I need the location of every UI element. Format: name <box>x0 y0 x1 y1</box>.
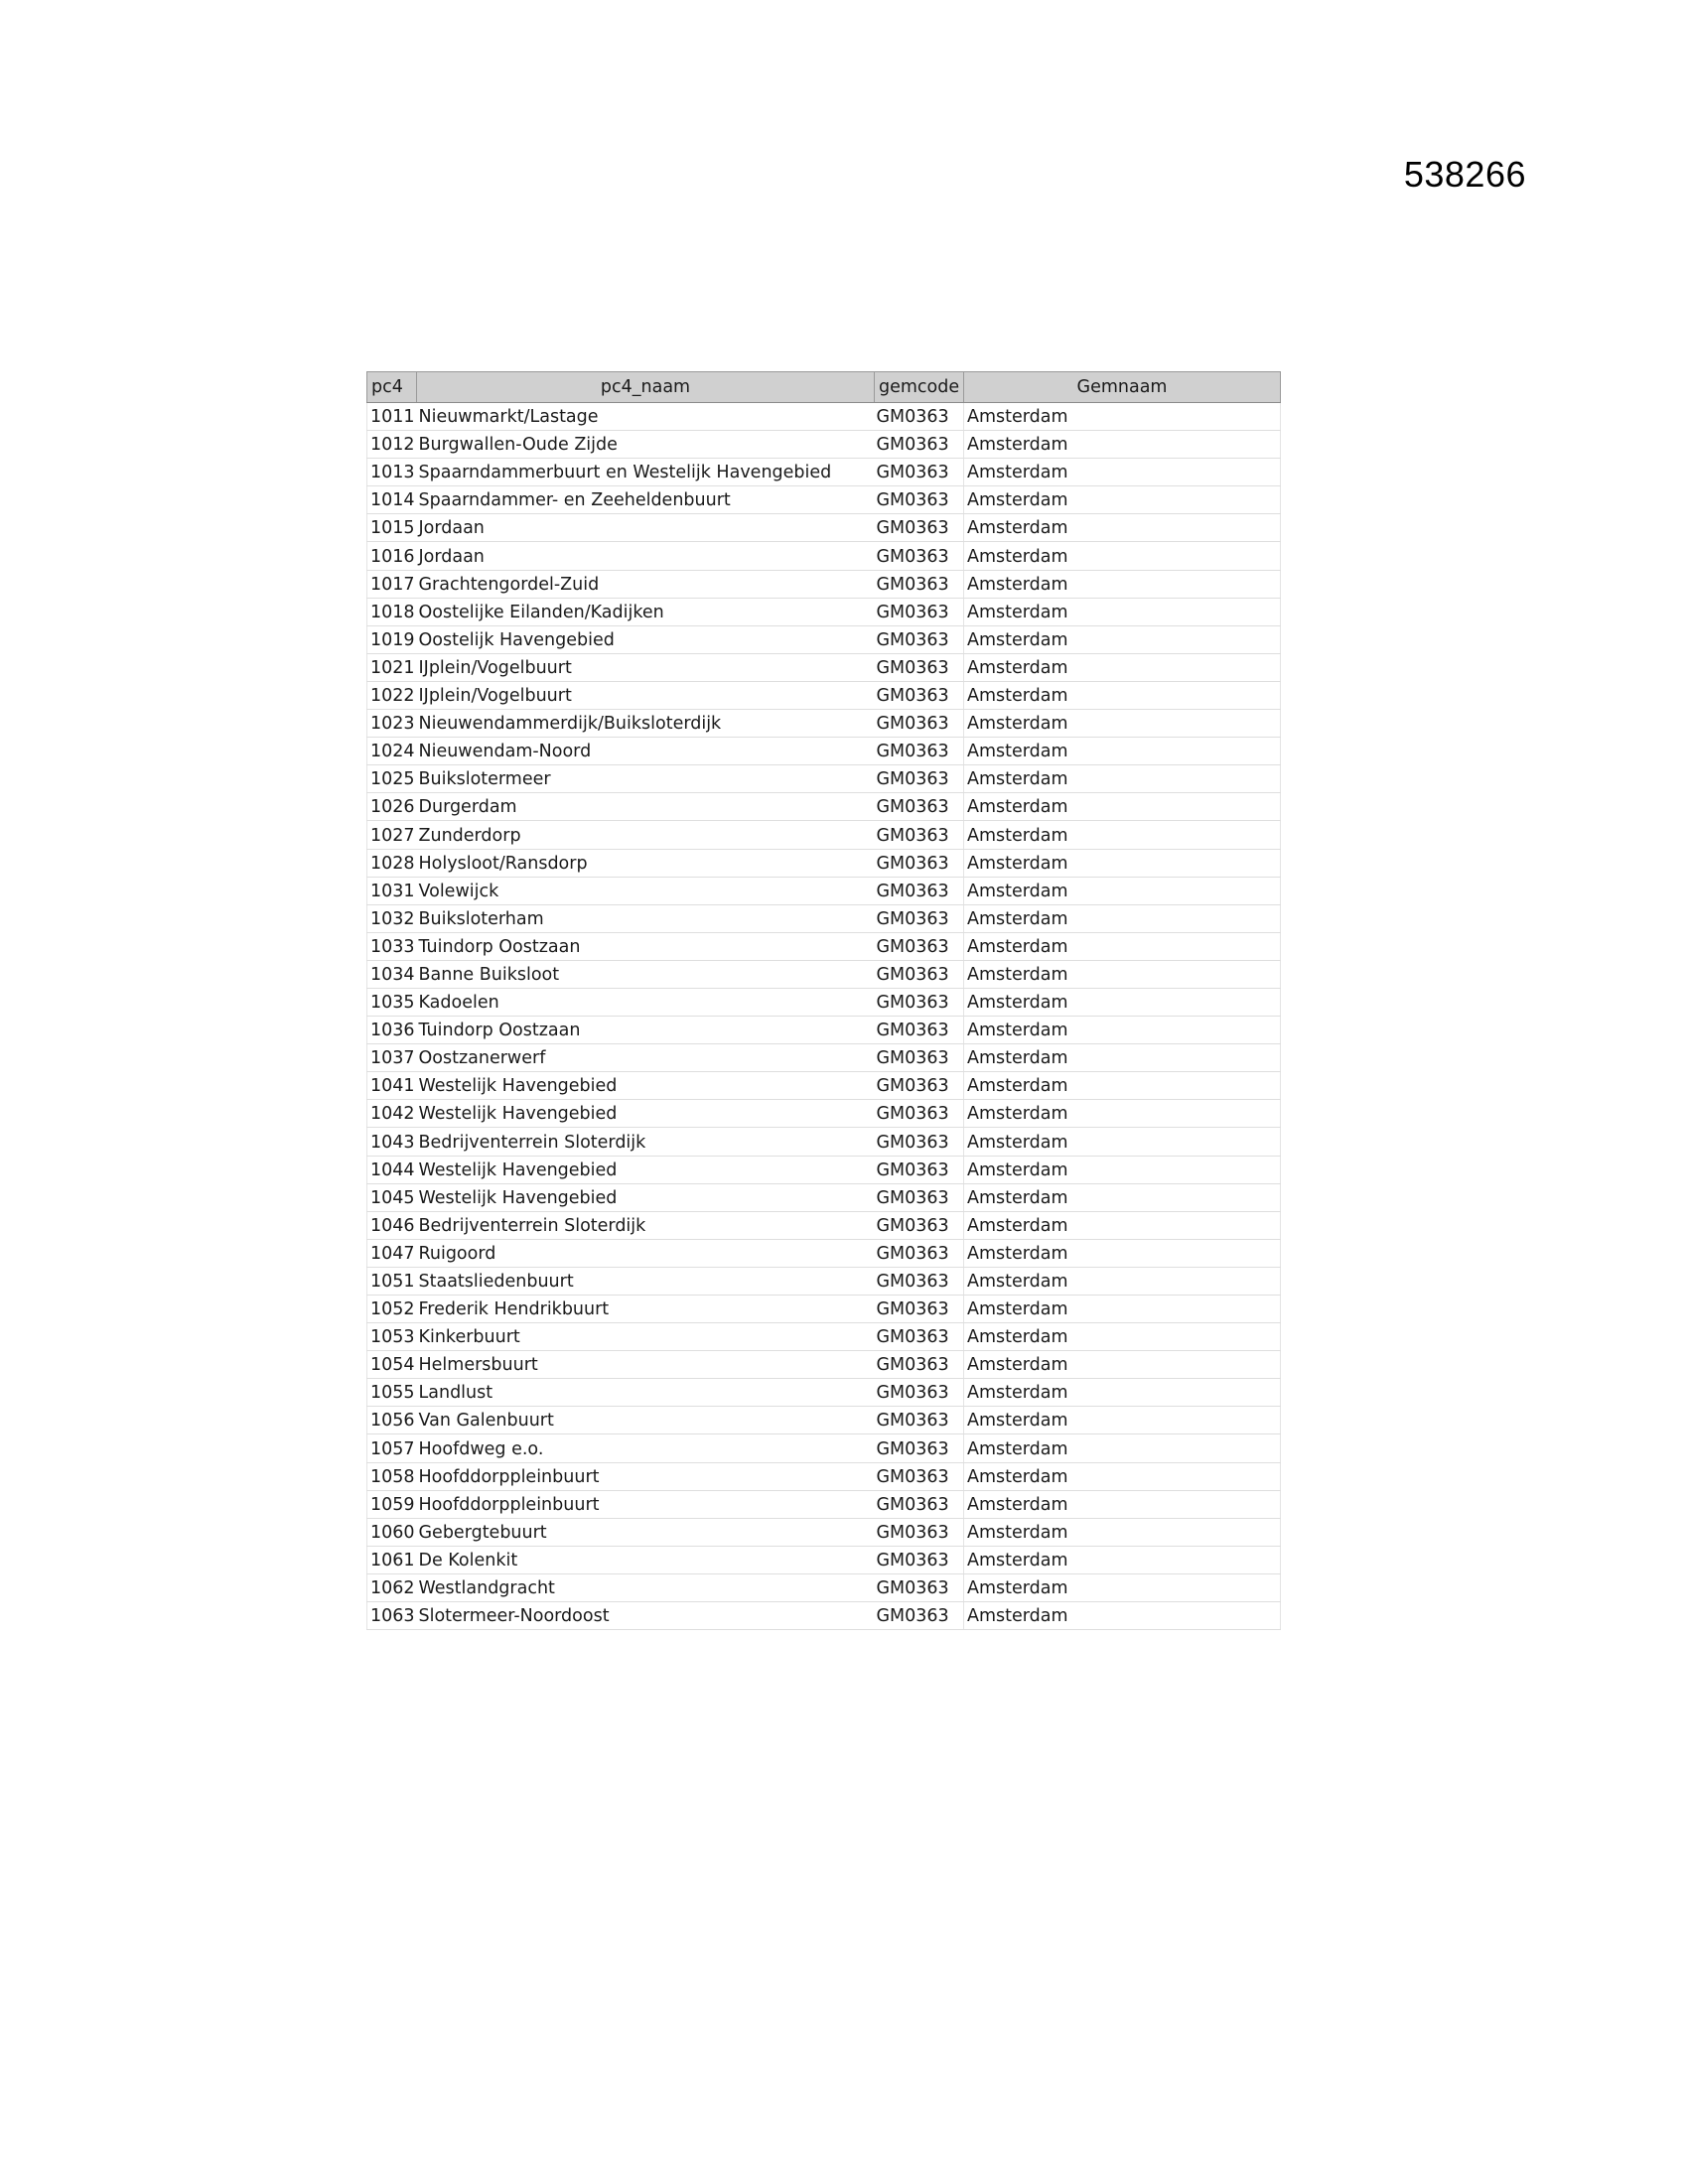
table-row <box>367 653 1281 681</box>
page-number: 538266 <box>1403 154 1526 195</box>
cell-pc4-naam: Gebergtebuurt <box>417 1518 875 1546</box>
cell-pc4: 1033 <box>367 932 417 960</box>
cell-pc4: 1025 <box>367 765 417 793</box>
table-row <box>367 1602 1281 1630</box>
cell-pc4: 1019 <box>367 625 417 653</box>
cell-pc4: 1022 <box>367 681 417 709</box>
table-row <box>367 459 1281 486</box>
cell-pc4: 1047 <box>367 1239 417 1267</box>
table-row <box>367 1323 1281 1351</box>
cell-pc4-naam: De Kolenkit <box>417 1546 875 1573</box>
cell-pc4-naam: Staatsliedenbuurt <box>417 1267 875 1295</box>
cell-gemcode: GM0363 <box>875 681 964 709</box>
table-row <box>367 570 1281 598</box>
cell-pc4: 1035 <box>367 988 417 1016</box>
cell-pc4-naam: Spaarndammerbuurt en Westelijk Havengebied <box>417 459 875 486</box>
cell-pc4: 1046 <box>367 1211 417 1239</box>
cell-gemcode: GM0363 <box>875 570 964 598</box>
cell-gemnaam: Amsterdam <box>964 932 1281 960</box>
table-row <box>367 710 1281 738</box>
cell-pc4-naam: Westelijk Havengebied <box>417 1183 875 1211</box>
cell-gemnaam: Amsterdam <box>964 1267 1281 1295</box>
cell-pc4-naam: Nieuwendammerdijk/Buiksloterdijk <box>417 710 875 738</box>
cell-gemcode: GM0363 <box>875 1017 964 1044</box>
cell-pc4: 1043 <box>367 1128 417 1156</box>
cell-pc4: 1023 <box>367 710 417 738</box>
cell-gemcode: GM0363 <box>875 1072 964 1100</box>
table-row <box>367 877 1281 904</box>
cell-gemcode: GM0363 <box>875 988 964 1016</box>
cell-pc4: 1054 <box>367 1351 417 1379</box>
cell-pc4-naam: Helmersbuurt <box>417 1351 875 1379</box>
cell-gemnaam: Amsterdam <box>964 1239 1281 1267</box>
cell-gemnaam: Amsterdam <box>964 1044 1281 1072</box>
cell-pc4-naam: Oostelijk Havengebied <box>417 625 875 653</box>
cell-gemcode: GM0363 <box>875 625 964 653</box>
cell-pc4-naam: Westelijk Havengebied <box>417 1072 875 1100</box>
cell-gemcode: GM0363 <box>875 1462 964 1490</box>
cell-gemnaam: Amsterdam <box>964 1573 1281 1601</box>
cell-gemcode: GM0363 <box>875 1407 964 1434</box>
cell-pc4-naam: Westelijk Havengebied <box>417 1100 875 1128</box>
cell-gemcode: GM0363 <box>875 1434 964 1462</box>
cell-pc4: 1061 <box>367 1546 417 1573</box>
table-row <box>367 514 1281 542</box>
cell-gemcode: GM0363 <box>875 1379 964 1407</box>
cell-gemcode: GM0363 <box>875 1128 964 1156</box>
cell-gemcode: GM0363 <box>875 710 964 738</box>
cell-gemcode: GM0363 <box>875 1490 964 1518</box>
cell-gemcode: GM0363 <box>875 1100 964 1128</box>
cell-gemcode: GM0363 <box>875 1156 964 1183</box>
cell-pc4: 1055 <box>367 1379 417 1407</box>
cell-pc4: 1059 <box>367 1490 417 1518</box>
cell-gemnaam: Amsterdam <box>964 1462 1281 1490</box>
cell-pc4-naam: Landlust <box>417 1379 875 1407</box>
cell-gemcode: GM0363 <box>875 1267 964 1295</box>
cell-gemnaam: Amsterdam <box>964 1490 1281 1518</box>
table-row <box>367 1490 1281 1518</box>
cell-gemcode: GM0363 <box>875 1602 964 1630</box>
cell-gemcode: GM0363 <box>875 431 964 459</box>
cell-gemnaam: Amsterdam <box>964 1379 1281 1407</box>
table-row <box>367 1211 1281 1239</box>
table-row <box>367 598 1281 625</box>
cell-gemcode: GM0363 <box>875 1518 964 1546</box>
cell-pc4-naam: Ruigoord <box>417 1239 875 1267</box>
cell-pc4-naam: Westlandgracht <box>417 1573 875 1601</box>
cell-gemcode: GM0363 <box>875 738 964 765</box>
cell-gemcode: GM0363 <box>875 1296 964 1323</box>
cell-gemnaam: Amsterdam <box>964 1128 1281 1156</box>
table-row <box>367 542 1281 570</box>
cell-pc4: 1045 <box>367 1183 417 1211</box>
column-header-gemcode: gemcode <box>875 372 964 403</box>
cell-pc4-naam: Zunderdorp <box>417 821 875 849</box>
cell-gemnaam: Amsterdam <box>964 514 1281 542</box>
cell-gemnaam: Amsterdam <box>964 1546 1281 1573</box>
cell-gemnaam: Amsterdam <box>964 625 1281 653</box>
cell-pc4: 1028 <box>367 849 417 877</box>
cell-gemcode: GM0363 <box>875 960 964 988</box>
cell-gemnaam: Amsterdam <box>964 486 1281 514</box>
table-row <box>367 1518 1281 1546</box>
cell-pc4-naam: Kinkerbuurt <box>417 1323 875 1351</box>
table-row <box>367 849 1281 877</box>
cell-pc4-naam: Tuindorp Oostzaan <box>417 1017 875 1044</box>
cell-gemcode: GM0363 <box>875 877 964 904</box>
cell-pc4-naam: Volewijck <box>417 877 875 904</box>
cell-pc4-naam: Durgerdam <box>417 793 875 821</box>
cell-gemnaam: Amsterdam <box>964 821 1281 849</box>
table-row <box>367 681 1281 709</box>
cell-pc4: 1037 <box>367 1044 417 1072</box>
cell-gemcode: GM0363 <box>875 1351 964 1379</box>
cell-gemnaam: Amsterdam <box>964 459 1281 486</box>
cell-pc4: 1016 <box>367 542 417 570</box>
cell-pc4: 1013 <box>367 459 417 486</box>
table-row <box>367 1407 1281 1434</box>
cell-gemcode: GM0363 <box>875 542 964 570</box>
cell-gemnaam: Amsterdam <box>964 1602 1281 1630</box>
table-row <box>367 821 1281 849</box>
cell-pc4-naam: Banne Buiksloot <box>417 960 875 988</box>
cell-pc4-naam: Hoofddorppleinbuurt <box>417 1490 875 1518</box>
table-row <box>367 904 1281 932</box>
table-row <box>367 1100 1281 1128</box>
cell-gemnaam: Amsterdam <box>964 1323 1281 1351</box>
cell-gemnaam: Amsterdam <box>964 1156 1281 1183</box>
column-header-pc4: pc4 <box>367 372 417 403</box>
cell-pc4-naam: Buiksloterham <box>417 904 875 932</box>
table-row <box>367 1183 1281 1211</box>
table-row <box>367 1044 1281 1072</box>
cell-gemnaam: Amsterdam <box>964 1183 1281 1211</box>
cell-gemnaam: Amsterdam <box>964 904 1281 932</box>
cell-pc4-naam: Burgwallen-Oude Zijde <box>417 431 875 459</box>
cell-pc4-naam: Holysloot/Ransdorp <box>417 849 875 877</box>
cell-pc4: 1024 <box>367 738 417 765</box>
cell-gemnaam: Amsterdam <box>964 1100 1281 1128</box>
cell-gemcode: GM0363 <box>875 653 964 681</box>
cell-pc4-naam: Tuindorp Oostzaan <box>417 932 875 960</box>
cell-gemcode: GM0363 <box>875 849 964 877</box>
cell-pc4: 1021 <box>367 653 417 681</box>
cell-pc4: 1015 <box>367 514 417 542</box>
cell-pc4-naam: Jordaan <box>417 542 875 570</box>
cell-pc4-naam: Nieuwendam-Noord <box>417 738 875 765</box>
cell-gemnaam: Amsterdam <box>964 542 1281 570</box>
cell-gemcode: GM0363 <box>875 1323 964 1351</box>
cell-pc4-naam: Bedrijventerrein Sloterdijk <box>417 1211 875 1239</box>
cell-gemnaam: Amsterdam <box>964 681 1281 709</box>
cell-pc4: 1063 <box>367 1602 417 1630</box>
table-row <box>367 1239 1281 1267</box>
column-header-gemnaam: Gemnaam <box>964 372 1281 403</box>
table-row <box>367 431 1281 459</box>
cell-pc4-naam: IJplein/Vogelbuurt <box>417 681 875 709</box>
cell-gemnaam: Amsterdam <box>964 1518 1281 1546</box>
cell-pc4-naam: Van Galenbuurt <box>417 1407 875 1434</box>
cell-pc4-naam: Frederik Hendrikbuurt <box>417 1296 875 1323</box>
cell-gemcode: GM0363 <box>875 1573 964 1601</box>
cell-pc4-naam: Kadoelen <box>417 988 875 1016</box>
cell-pc4-naam: Oostzanerwerf <box>417 1044 875 1072</box>
table-row <box>367 765 1281 793</box>
cell-gemnaam: Amsterdam <box>964 877 1281 904</box>
cell-pc4: 1018 <box>367 598 417 625</box>
table-row <box>367 1546 1281 1573</box>
table-row <box>367 625 1281 653</box>
table-row <box>367 1462 1281 1490</box>
cell-gemnaam: Amsterdam <box>964 1072 1281 1100</box>
cell-gemnaam: Amsterdam <box>964 570 1281 598</box>
cell-pc4-naam: Westelijk Havengebied <box>417 1156 875 1183</box>
cell-gemnaam: Amsterdam <box>964 431 1281 459</box>
cell-pc4-naam: Spaarndammer- en Zeeheldenbuurt <box>417 486 875 514</box>
cell-pc4-naam: Buikslotermeer <box>417 765 875 793</box>
cell-pc4: 1060 <box>367 1518 417 1546</box>
cell-pc4-naam: Jordaan <box>417 514 875 542</box>
table-row <box>367 1128 1281 1156</box>
table-row <box>367 738 1281 765</box>
cell-gemnaam: Amsterdam <box>964 1296 1281 1323</box>
cell-gemnaam: Amsterdam <box>964 738 1281 765</box>
postcode-table <box>366 371 1281 1630</box>
table-row <box>367 1017 1281 1044</box>
table-row <box>367 403 1281 431</box>
cell-gemcode: GM0363 <box>875 403 964 431</box>
table-row <box>367 932 1281 960</box>
cell-pc4: 1051 <box>367 1267 417 1295</box>
cell-pc4-naam: Grachtengordel-Zuid <box>417 570 875 598</box>
cell-pc4: 1041 <box>367 1072 417 1100</box>
cell-pc4: 1031 <box>367 877 417 904</box>
cell-gemnaam: Amsterdam <box>964 1211 1281 1239</box>
table-row <box>367 960 1281 988</box>
cell-pc4: 1027 <box>367 821 417 849</box>
cell-gemnaam: Amsterdam <box>964 1351 1281 1379</box>
cell-gemnaam: Amsterdam <box>964 1434 1281 1462</box>
cell-pc4: 1056 <box>367 1407 417 1434</box>
cell-gemnaam: Amsterdam <box>964 403 1281 431</box>
cell-gemcode: GM0363 <box>875 1211 964 1239</box>
table-row <box>367 988 1281 1016</box>
cell-pc4-naam: IJplein/Vogelbuurt <box>417 653 875 681</box>
table-row <box>367 1351 1281 1379</box>
cell-pc4-naam: Oostelijke Eilanden/Kadijken <box>417 598 875 625</box>
cell-gemnaam: Amsterdam <box>964 1407 1281 1434</box>
column-header-pc4-naam: pc4_naam <box>417 372 875 403</box>
table-row <box>367 1072 1281 1100</box>
cell-gemcode: GM0363 <box>875 1044 964 1072</box>
cell-pc4: 1017 <box>367 570 417 598</box>
table-row <box>367 1296 1281 1323</box>
cell-pc4-naam: Slotermeer-Noordoost <box>417 1602 875 1630</box>
table-header-row <box>367 372 1281 403</box>
cell-pc4: 1062 <box>367 1573 417 1601</box>
cell-pc4: 1044 <box>367 1156 417 1183</box>
cell-gemnaam: Amsterdam <box>964 988 1281 1016</box>
cell-gemcode: GM0363 <box>875 1239 964 1267</box>
cell-gemcode: GM0363 <box>875 1183 964 1211</box>
table-body <box>367 403 1281 1630</box>
table-row <box>367 793 1281 821</box>
cell-gemnaam: Amsterdam <box>964 710 1281 738</box>
table-row <box>367 1434 1281 1462</box>
cell-gemcode: GM0363 <box>875 932 964 960</box>
table-row <box>367 1573 1281 1601</box>
cell-gemnaam: Amsterdam <box>964 765 1281 793</box>
cell-pc4: 1026 <box>367 793 417 821</box>
cell-pc4: 1034 <box>367 960 417 988</box>
cell-pc4: 1052 <box>367 1296 417 1323</box>
cell-pc4: 1057 <box>367 1434 417 1462</box>
cell-gemcode: GM0363 <box>875 459 964 486</box>
cell-pc4: 1011 <box>367 403 417 431</box>
cell-pc4: 1053 <box>367 1323 417 1351</box>
cell-gemcode: GM0363 <box>875 486 964 514</box>
cell-pc4-naam: Hoofdweg e.o. <box>417 1434 875 1462</box>
cell-pc4: 1032 <box>367 904 417 932</box>
table-row <box>367 1156 1281 1183</box>
cell-gemcode: GM0363 <box>875 821 964 849</box>
cell-gemnaam: Amsterdam <box>964 849 1281 877</box>
table-row <box>367 1267 1281 1295</box>
table-row <box>367 486 1281 514</box>
cell-gemcode: GM0363 <box>875 598 964 625</box>
cell-gemnaam: Amsterdam <box>964 653 1281 681</box>
cell-gemcode: GM0363 <box>875 904 964 932</box>
cell-gemnaam: Amsterdam <box>964 1017 1281 1044</box>
cell-gemcode: GM0363 <box>875 793 964 821</box>
cell-gemcode: GM0363 <box>875 1546 964 1573</box>
cell-pc4: 1042 <box>367 1100 417 1128</box>
cell-gemnaam: Amsterdam <box>964 793 1281 821</box>
cell-pc4: 1058 <box>367 1462 417 1490</box>
cell-gemcode: GM0363 <box>875 514 964 542</box>
cell-pc4-naam: Bedrijventerrein Sloterdijk <box>417 1128 875 1156</box>
cell-pc4-naam: Nieuwmarkt/Lastage <box>417 403 875 431</box>
cell-pc4: 1036 <box>367 1017 417 1044</box>
cell-pc4: 1014 <box>367 486 417 514</box>
cell-pc4-naam: Hoofddorppleinbuurt <box>417 1462 875 1490</box>
cell-pc4: 1012 <box>367 431 417 459</box>
table-row <box>367 1379 1281 1407</box>
cell-gemcode: GM0363 <box>875 765 964 793</box>
cell-gemnaam: Amsterdam <box>964 960 1281 988</box>
cell-gemnaam: Amsterdam <box>964 598 1281 625</box>
